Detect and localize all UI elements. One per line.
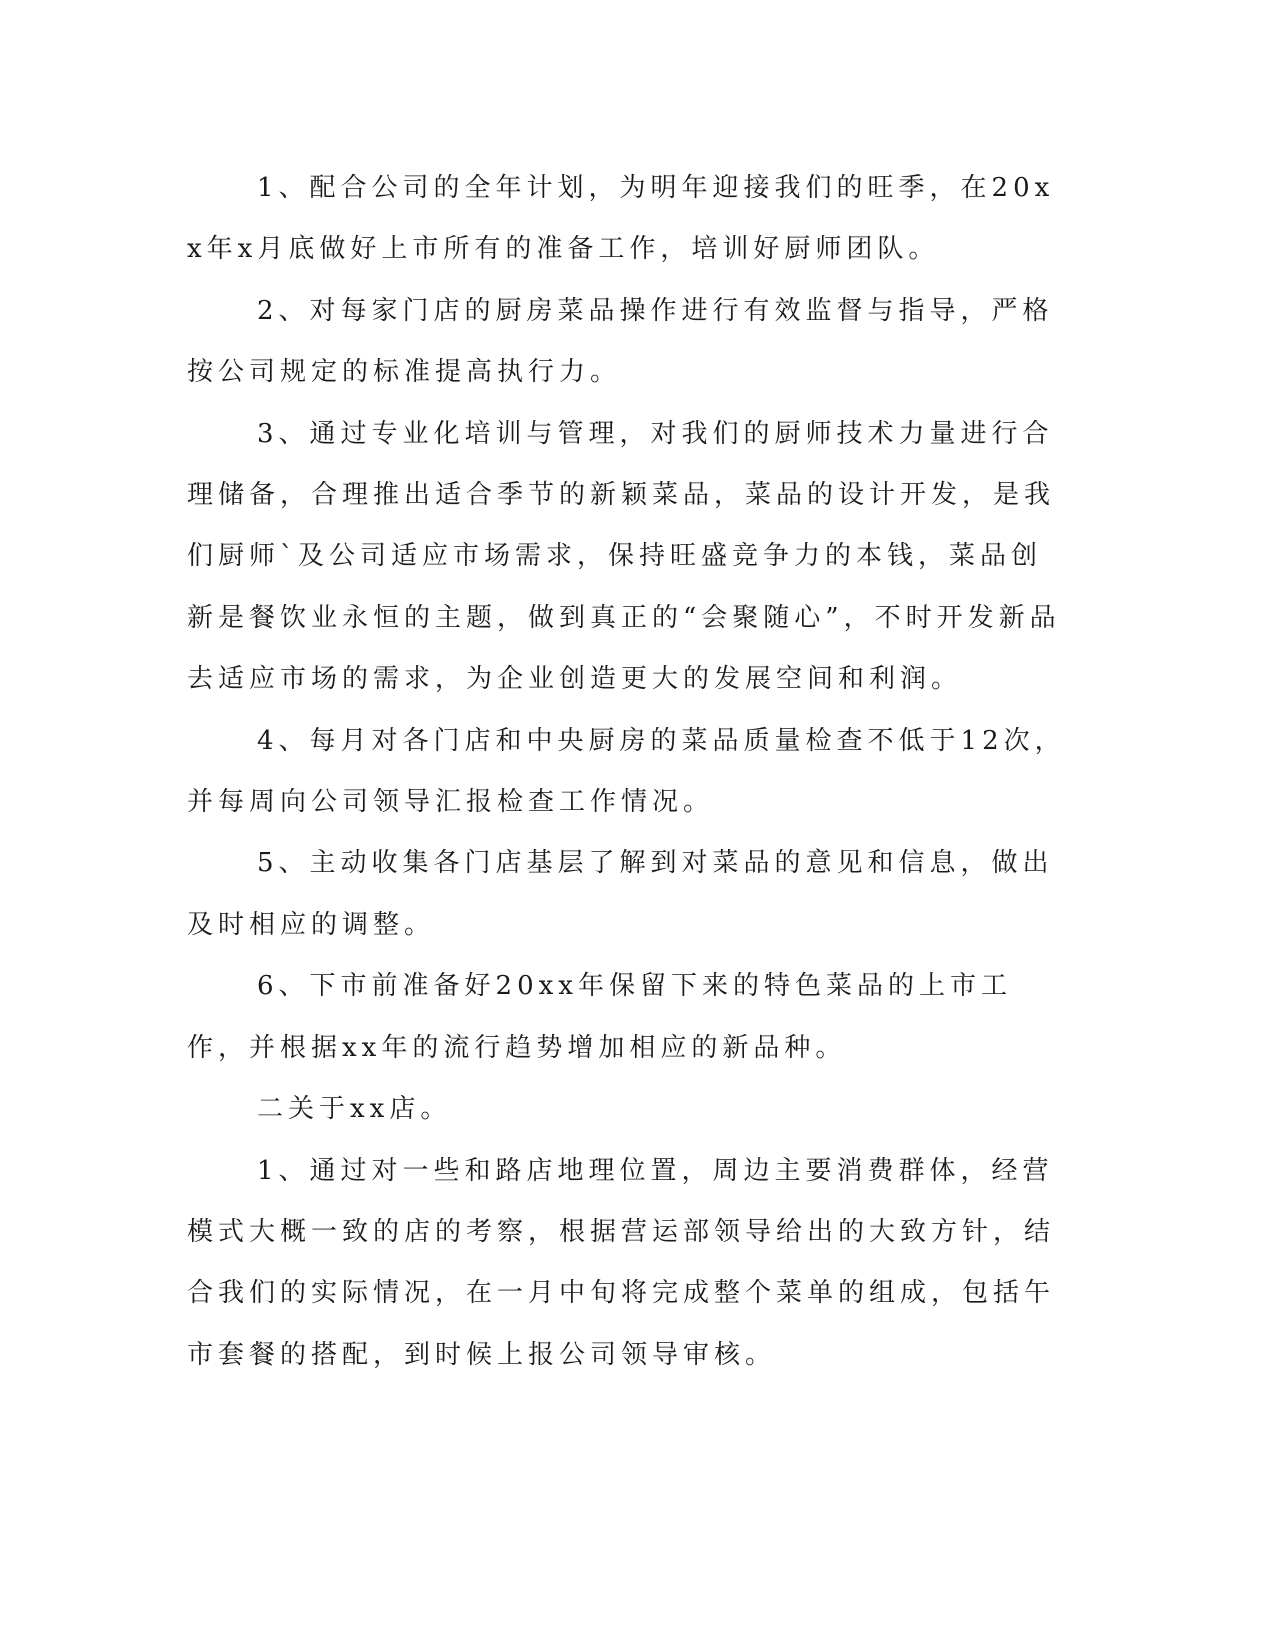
document-body [187,158,1067,1386]
paragraph-store-item-1-menu: 1、通过对一些和路店地理位置，周边主要消费群体，经营模式大概一致的店的考察，根据营运部领导给出的大致方针，结合我们的实际情况，在一月中旬将完成整个菜单的组成，包括午市套餐的搭配，到时候上报公司领导审核。 [187,1155,1056,1370]
section-heading-store: 二关于xx店。 [257,1094,452,1125]
paragraph-item-5-feedback: 5、主动收集各门店基层了解到对菜品的意见和信息，做出及时相应的调整。 [187,848,1054,940]
paragraph-item-1-plan: 1、配合公司的全年计划，为明年迎接我们的旺季，在20xx年x月底做好上市所有的准备工作，培训好厨师团队。 [187,173,1055,265]
paragraph-item-3-training: 3、通过专业化培训与管理，对我们的厨师技术力量进行合理储备，合理推出适合季节的新颖菜品，菜品的设计开发，是我们厨师`及公司适应市场需求，保持旺盛竞争力的本钱，菜品创新是餐饮业永恒的主题，做到真正的“会聚随心”，不时开发新品去适应市场的需求，为企业创造更大的发展空间和利润。 [187,418,1061,695]
paragraph-item-6-new-dishes: 6、下市前准备好20xx年保留下来的特色菜品的上市工作，并根据xx年的流行趋势增加相应的新品种。 [187,971,1012,1063]
paragraph-item-4-inspection: 4、每月对各门店和中央厨房的菜品质量检查不低于12次，并每周向公司领导汇报检查工作情况。 [187,725,1066,818]
paragraph-item-2-supervision: 2、对每家门店的厨房菜品操作进行有效监督与指导，严格按公司规定的标准提高执行力。 [187,295,1054,388]
